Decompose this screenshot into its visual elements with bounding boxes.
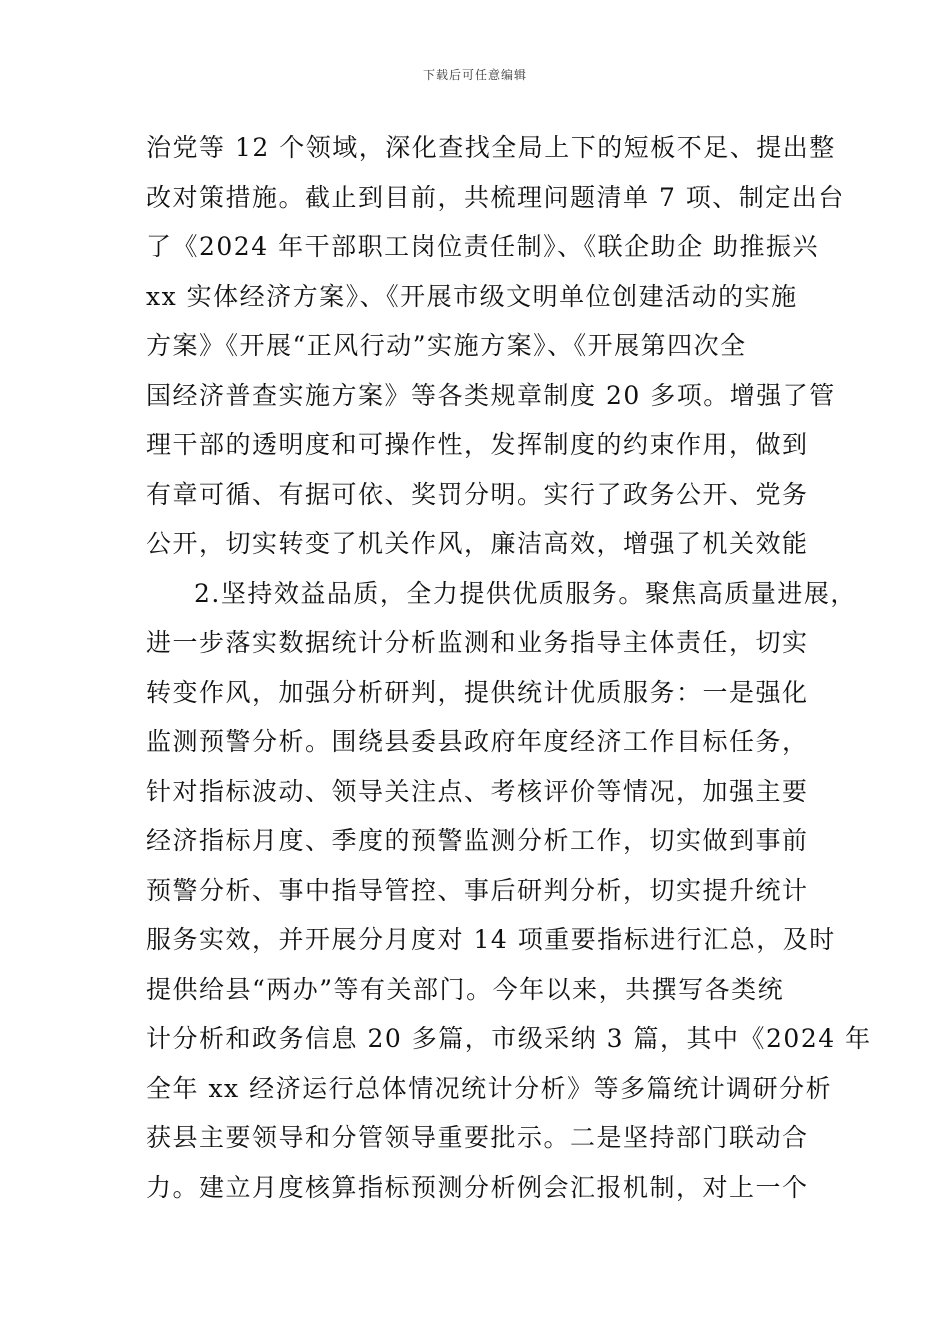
text-line: 经济指标月度、季度的预警监测分析工作，切实做到事前 <box>146 826 809 855</box>
text-line: 全年 xx 经济运行总体情况统计分析》等多篇统计调研分析 <box>146 1073 833 1103</box>
text-line: 针对指标波动、领导关注点、考核评价等情况，加强主要 <box>146 776 809 806</box>
text-line: 有章可循、有据可依、奖罚分明。实行了政务公开、党务 <box>146 479 809 509</box>
text-line: 预警分析、事中指导管控、事后研判分析，切实提升统计 <box>146 875 809 905</box>
text-line: 转变作风，加强分析研判，提供统计优质服务：一是强化 <box>146 677 809 707</box>
paragraph-start-line: 2.坚持效益品质，全力提供优质服务。聚焦高质量进展， <box>194 578 857 608</box>
text-line: 方案》《开展“正风行动”实施方案》、《开展第四次全 <box>146 331 747 360</box>
text-line: 了《2024 年干部职工岗位责任制》、《联企助企 助推振兴 <box>146 232 820 261</box>
text-line: 改对策措施。截止到目前，共梳理问题清单 7 项、制定出台 <box>146 182 845 212</box>
text-line: 获县主要领导和分管领导重要批示。二是坚持部门联动合 <box>146 1123 809 1152</box>
text-line: 计分析和政务信息 20 多篇，市级采纳 3 篇，其中《2024 年 <box>146 1024 872 1053</box>
text-line: 理干部的透明度和可操作性，发挥制度的约束作用，做到 <box>146 430 809 459</box>
body-text <box>146 123 872 1212</box>
text-line: 治党等 12 个领域，深化查找全局上下的短板不足、提出整 <box>146 133 836 162</box>
text-line: xx 实体经济方案》、《开展市级文明单位创建活动的实施 <box>146 281 798 311</box>
text-line: 提供给县“两办”等有关部门。今年以来，共撰写各类统 <box>146 974 785 1004</box>
text-line: 公开，切实转变了机关作风，廉洁高效，增强了机关效能 <box>146 529 809 558</box>
text-line: 力。建立月度核算指标预测分析例会汇报机制，对上一个 <box>146 1172 809 1202</box>
text-line: 进一步落实数据统计分析监测和业务指导主体责任，切实 <box>146 628 809 657</box>
text-line: 国经济普查实施方案》等各类规章制度 20 多项。增强了管 <box>146 380 836 410</box>
text-line: 监测预警分析。围绕县委县政府年度经济工作目标任务， <box>146 727 809 756</box>
page-header: 下载后可任意编辑 <box>422 68 527 82</box>
text-line: 服务实效，并开展分月度对 14 项重要指标进行汇总，及时 <box>146 925 836 954</box>
